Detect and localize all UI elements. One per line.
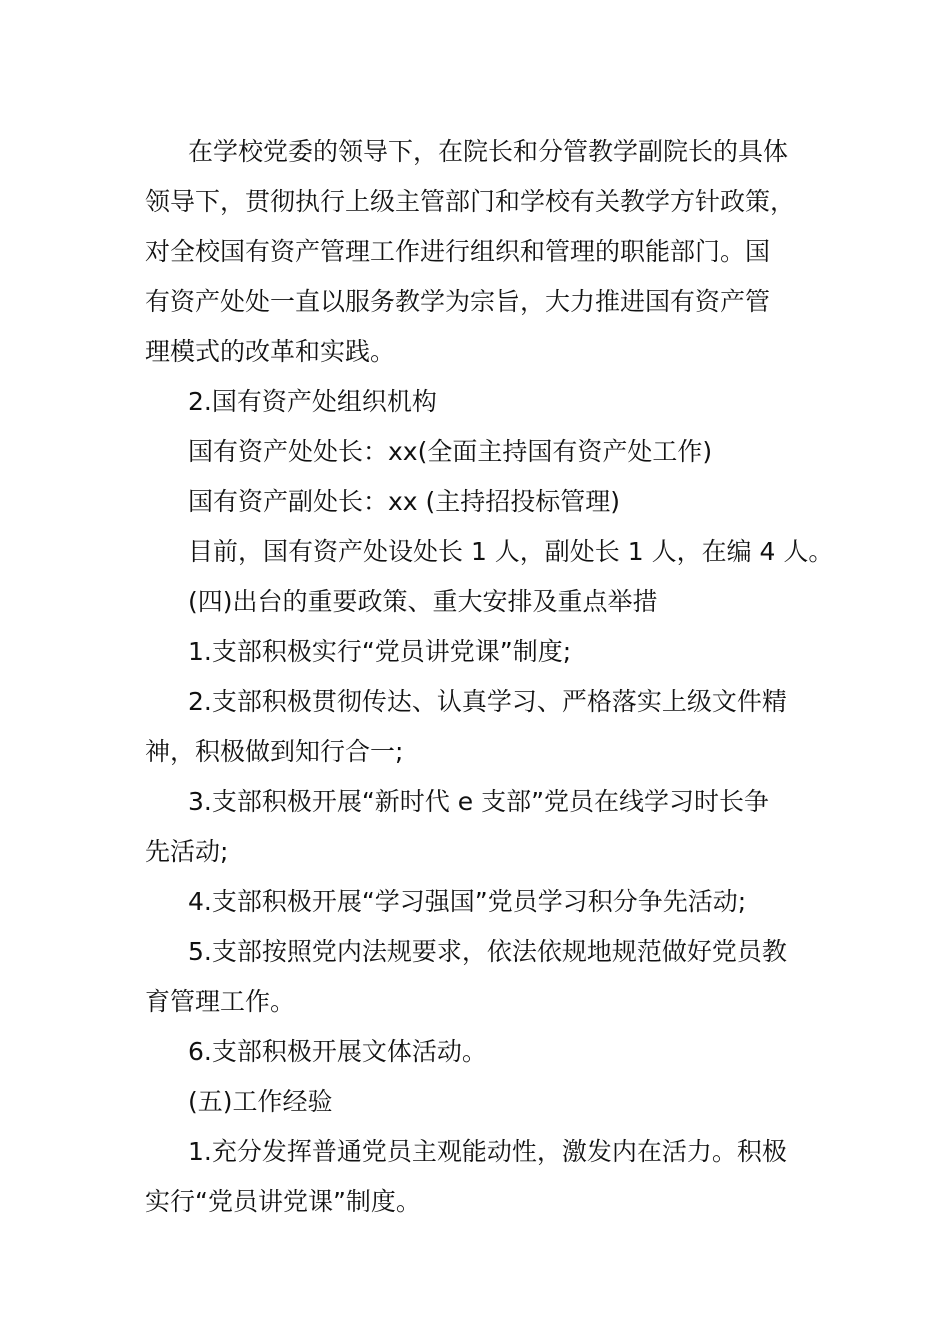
paragraph-line: 国有资产副处长：xx (主持招投标管理)	[188, 487, 621, 516]
paragraph-line: 在学校党委的领导下，在院长和分管教学副院长的具体	[188, 137, 789, 166]
list-item-continuation: 神，积极做到知行合一;	[145, 737, 404, 766]
list-item: 4.支部积极开展“学习强国”党员学习积分争先活动;	[188, 887, 747, 916]
list-item: 1.充分发挥普通党员主观能动性，激发内在活力。积极	[188, 1137, 787, 1166]
section-heading: (五)工作经验	[188, 1087, 333, 1116]
list-item: 1.支部积极实行“党员讲党课”制度;	[188, 637, 572, 666]
list-item: 5.支部按照党内法规要求，依法依规地规范做好党员教	[188, 937, 787, 966]
paragraph-line: 有资产处处一直以服务教学为宗旨，大力推进国有资产管	[145, 287, 771, 316]
paragraph-line: 目前，国有资产处设处长 1 人，副处长 1 人，在编 4 人。	[188, 537, 834, 566]
list-item: 3.支部积极开展“新时代 e 支部”党员在线学习时长争	[188, 787, 770, 816]
section-heading: 2.国有资产处组织机构	[188, 387, 437, 416]
list-item-continuation: 实行“党员讲党课”制度。	[145, 1187, 421, 1216]
section-heading: (四)出台的重要政策、重大安排及重点举措	[188, 587, 658, 616]
document-body	[145, 127, 834, 1227]
list-item: 6.支部积极开展文体活动。	[188, 1037, 487, 1066]
paragraph-line: 理模式的改革和实践。	[145, 337, 396, 366]
list-item-continuation: 先活动;	[145, 837, 229, 866]
list-item-continuation: 育管理工作。	[145, 987, 296, 1016]
paragraph-line: 国有资产处处长：xx(全面主持国有资产处工作)	[188, 437, 713, 466]
paragraph-line: 对全校国有资产管理工作进行组织和管理的职能部门。国	[145, 237, 771, 266]
list-item: 2.支部积极贯彻传达、认真学习、严格落实上级文件精	[188, 687, 787, 716]
paragraph-line: 领导下，贯彻执行上级主管部门和学校有关教学方针政策，	[145, 187, 796, 216]
